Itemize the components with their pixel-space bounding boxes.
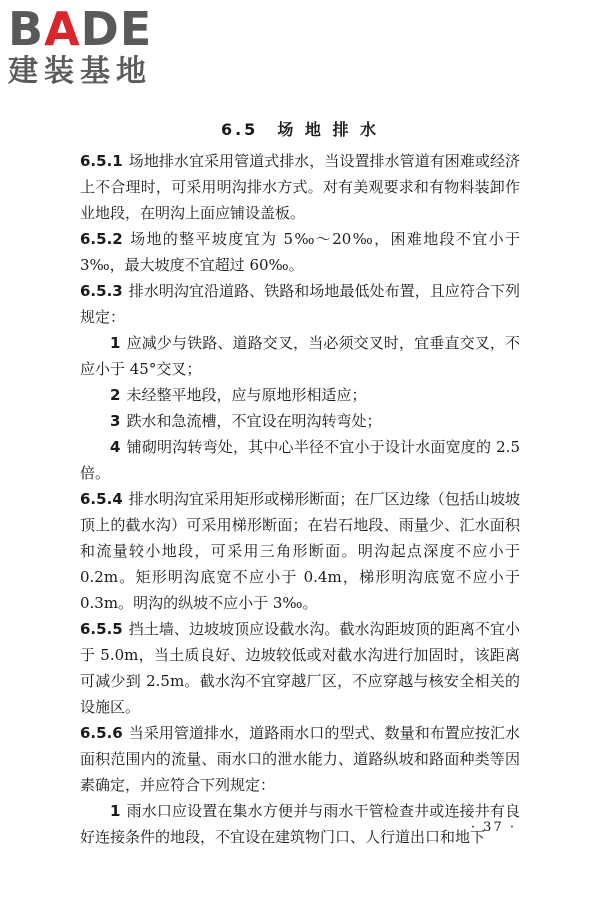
- clause-6-5-3-item-2: 2 未经整平地段，应与原地形相适应；: [110, 386, 367, 404]
- logo-wordmark: BADE: [8, 2, 153, 56]
- clause-6-5-3-item-1: 1 应减少与铁路、道路交叉，当必须交叉时，宜垂直交叉，不应小于 45°交叉；: [80, 334, 520, 378]
- page-number: · 37 ·: [470, 820, 516, 835]
- clause-6-5-1: 6.5.1 场地排水宜采用管道式排水，当设置排水管道有困难或经济上不合理时，可采用明沟排水方式。对有美观要求和有物料装卸作业地段，在明沟上面应铺设盖板。: [80, 152, 520, 222]
- clause-6-5-6-item-1: 1 雨水口应设置在集水方便并与雨水干管检查井或连接井有良好连接条件的地段，不宜设在建筑物门口、人行道出口和地下: [80, 802, 520, 846]
- clause-6-5-6: 6.5.6 当采用管道排水，道路雨水口的型式、数量和布置应按汇水面积范围内的流量、雨水口的泄水能力、道路纵坡和路面种类等因素确定，并应符合下列规定：: [80, 724, 520, 794]
- clause-6-5-3-item-3: 3 跌水和急流槽，不宜设在明沟转弯处；: [110, 412, 382, 430]
- clause-6-5-3-item-4: 4 铺砌明沟转弯处，其中心半径不宜小于设计水面宽度的 2.5 倍。: [80, 438, 520, 482]
- document-body: [80, 148, 520, 850]
- section-title: 6.5 场 地 排 水: [220, 120, 380, 139]
- brand-logo: [8, 4, 178, 90]
- clause-6-5-4: 6.5.4 排水明沟宜采用矩形或梯形断面；在厂区边缘（包括山坡坡顶上的截水沟）可采用梯形断面；在岩石地段、雨量少、汇水面积和流量较小地段，可采用三角形断面。明沟起点深度不应小于 0.2m。矩形明沟底宽不应小于 0.4m，梯形明沟底宽不应小于 0.3m。明沟的纵坡不应小于 3‰。: [80, 490, 520, 612]
- logo-subtitle: 建装基地: [8, 54, 152, 89]
- clause-6-5-2: 6.5.2 场地的整平坡度宜为 5‰～20‰，困难地段不宜小于 3‰，最大坡度不宜超过 60‰。: [80, 230, 520, 274]
- clause-6-5-5: 6.5.5 挡土墙、边坡坡顶应设截水沟。截水沟距坡顶的距离不宜小于 5.0m，当土质良好、边坡较低或对截水沟进行加固时，该距离可减少到 2.5m。截水沟不宜穿越厂区，不应穿越与核安全相关的设施区。: [80, 620, 520, 716]
- clause-6-5-3: 6.5.3 排水明沟宜沿道路、铁路和场地最低处布置，且应符合下列规定：: [80, 282, 520, 326]
